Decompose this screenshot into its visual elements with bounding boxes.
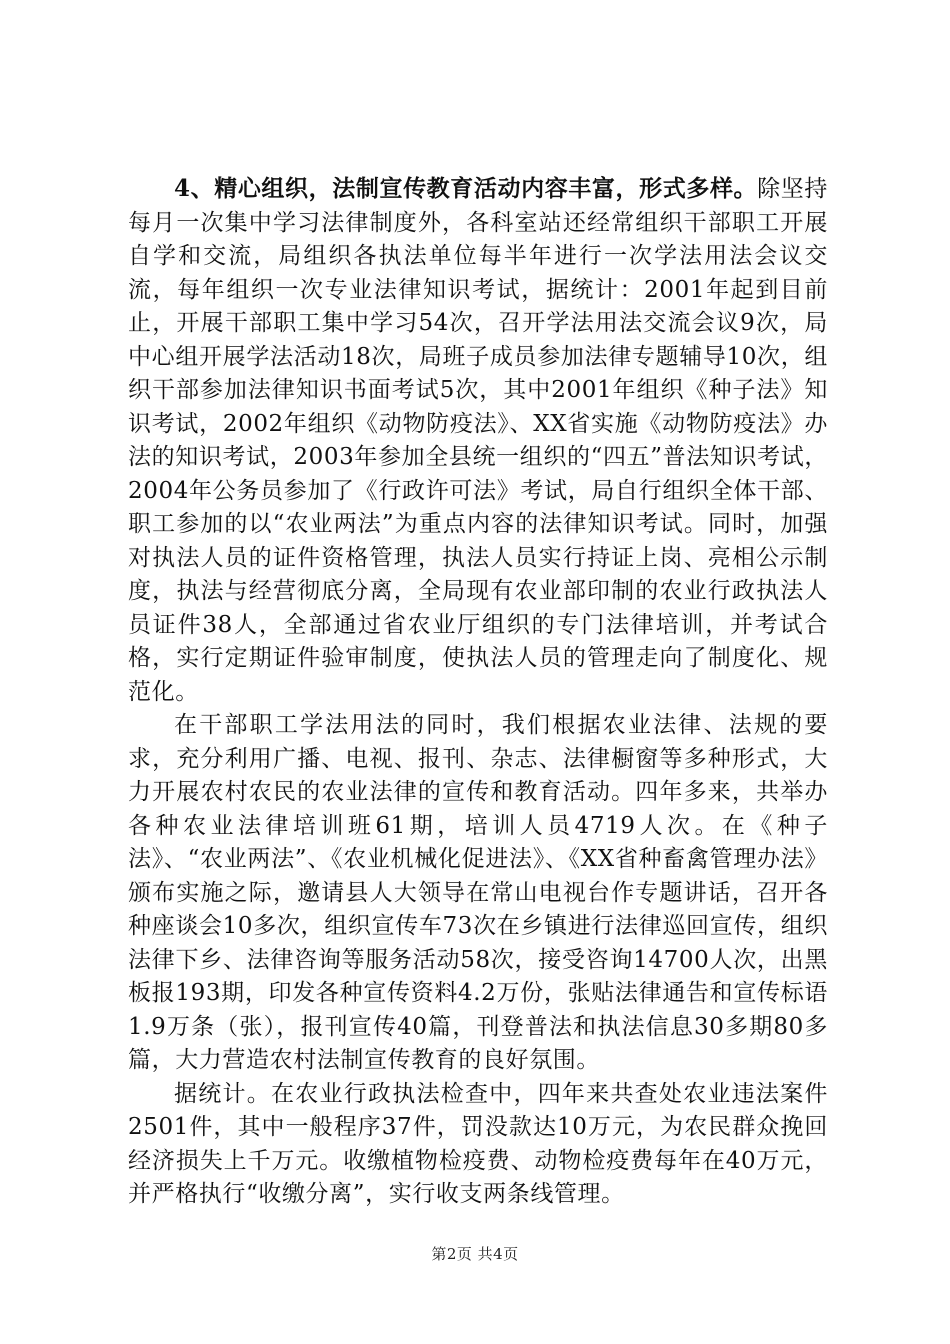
paragraph-text: 在干部职工学法用法的同时，我们根据农业法律、法规的要求，充分利用广播、电视、报刊、杂志、法律橱窗等多种形式，大力开展农村农民的农业法律的宣传和教育活动。四年多来，共举办各种农业法律培训班61期，培训人员4719人次。在《种子法》、“农业两法”、《农业机械化促进法》、《XX省种畜禽管理办法》颁布实施之际，邀请县人大领导在常山电视台作专题讲话，召开各种座谈会10多次，组织宣传车73次在乡镇进行法律巡回宣传，组织法律下乡、法律咨询等服务活动58次，接受咨询14700人次，出黑板报193期，印发各种宣传资料4.2万份，张贴法律通告和宣传标语1.9万条（张），报刊宣传40篇，刊登普法和执法信息30多期80多篇，大力营造农村法制宣传教育的良好氛围。 bbox=[128, 712, 828, 1073]
page-number-footer: 第2页 共4页 bbox=[431, 1245, 519, 1263]
paragraph-publicity bbox=[128, 709, 828, 1078]
paragraph-statistics bbox=[128, 1078, 828, 1212]
document-body bbox=[128, 172, 828, 1212]
paragraph-legal-education bbox=[128, 172, 828, 709]
section-heading: 4、精心组织，法制宣传教育活动内容丰富，形式多样。 bbox=[174, 175, 758, 202]
paragraph-text: 除坚持每月一次集中学习法律制度外，各科室站还经常组织干部职工开展自学和交流，局组织各执法单位每半年进行一次学法用法会议交流，每年组织一次专业法律知识考试，据统计：2001年起到目前止，开展干部职工集中学习54次，召开学法用法交流会议9次，局中心组开展学法活动18次，局班子成员参加法律专题辅导10次，组织干部参加法律知识书面考试5次，其中2001年组织《种子法》知识考试，2002年组织《动物防疫法》、XX省实施《动物防疫法》办法的知识考试，2003年参加全县统一组织的“四五”普法知识考试，2004年公务员参加了《行政许可法》考试，局自行组织全体干部、职工参加的以“农业两法”为重点内容的法律知识考试。同时，加强对执法人员的证件资格管理，执法人员实行持证上岗、亮相公示制度，执法与经营彻底分离，全局现有农业部印制的农业行政执法人员证件38人，全部通过省农业厅组织的专门法律培训，并考试合格，实行定期证件验审制度，使执法人员的管理走向了制度化、规范化。 bbox=[128, 176, 828, 705]
paragraph-text: 据统计。在农业行政执法检查中，四年来共查处农业违法案件2501件，其中一般程序37件，罚没款达10万元，为农民群众挽回经济损失上千万元。收缴植物检疫费、动物检疫费每年在40万元，并严格执行“收缴分离”，实行收支两条线管理。 bbox=[128, 1080, 828, 1207]
